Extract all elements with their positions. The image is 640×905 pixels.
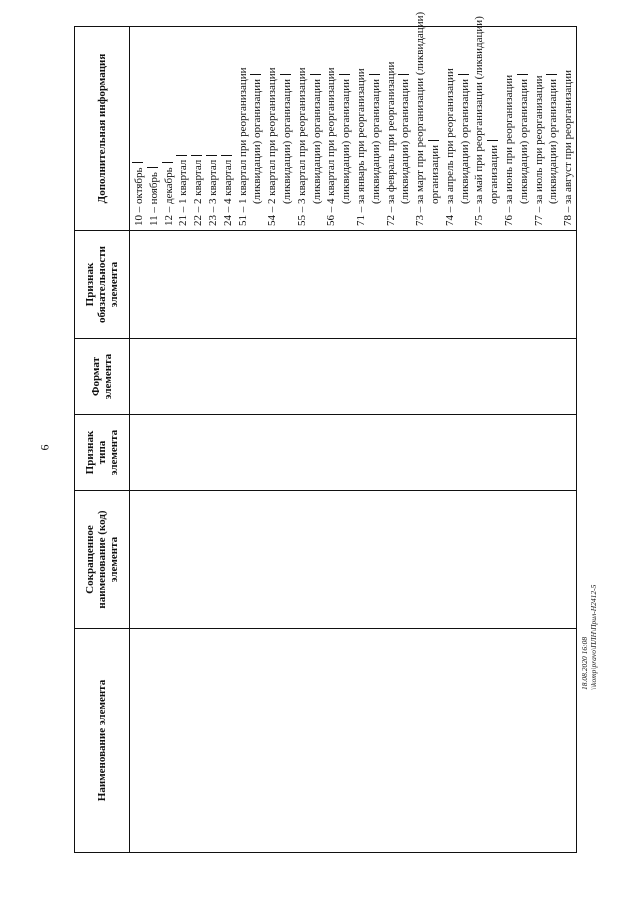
- info-entry: [502, 27, 517, 228]
- info-entry-text: 74 – за апрель при реорганизации: [443, 68, 456, 226]
- info-entry-text: 23 – 3 квартал: [206, 159, 219, 226]
- info-entry: [176, 27, 191, 228]
- info-entry: [369, 27, 384, 228]
- vertical-mark: [162, 162, 173, 163]
- vertical-mark: [221, 155, 232, 156]
- info-entry-text: (ликвидации) организации: [517, 78, 530, 204]
- vertical-mark: [339, 74, 350, 75]
- info-entry: [443, 27, 458, 228]
- cell-element-required: [130, 231, 577, 339]
- info-entry-text: 22 – 2 квартал: [192, 159, 205, 226]
- header-additional-info: Дополнительная информация: [75, 27, 130, 231]
- header-element-name: Наименование элемента: [75, 629, 130, 853]
- cell-element-name: [130, 629, 577, 853]
- info-entry: [532, 27, 547, 228]
- table-header-row: [75, 27, 130, 853]
- info-entry-text: (ликвидации) организации: [340, 78, 353, 204]
- info-entry-text: 73 – за март при реорганизации (ликвидации): [414, 11, 427, 226]
- footer-datetime: 18.08.2020 16:08: [580, 636, 589, 690]
- info-entry: [487, 27, 502, 228]
- rotated-table-wrapper: [74, 11, 575, 853]
- info-entry-text: (ликвидации) организации: [310, 78, 323, 204]
- info-entry-text: 10 – октябрь: [133, 167, 145, 226]
- info-entry-text: 71 – за январь при реорганизации: [354, 68, 367, 226]
- info-entry-text: 56 – 4 квартал при реорганизации: [325, 67, 338, 226]
- info-entry: [236, 27, 251, 228]
- info-entry: [546, 27, 561, 228]
- vertical-mark: [546, 74, 557, 75]
- header-element-required: Признак обязательности элемента: [75, 231, 130, 339]
- vertical-mark: [147, 167, 158, 168]
- info-entry: [310, 27, 325, 228]
- info-entry-text: 75 – за май при реорганизации (ликвидации): [473, 16, 486, 226]
- info-entry: [458, 27, 473, 228]
- cell-element-code: [130, 491, 577, 629]
- info-entry: [354, 27, 369, 228]
- vertical-mark: [487, 140, 498, 141]
- table-row: [130, 27, 577, 853]
- cell-element-type: [130, 415, 577, 491]
- info-entry-text: организации: [428, 144, 441, 204]
- vertical-mark: [132, 162, 143, 163]
- info-entry-text: 21 – 1 квартал: [177, 159, 190, 226]
- info-entry: [132, 27, 147, 228]
- info-entry: [398, 27, 413, 228]
- info-entry: [295, 27, 310, 228]
- info-entry-text: (ликвидации) организации: [251, 78, 264, 204]
- vertical-mark: [310, 74, 321, 75]
- vertical-mark: [458, 74, 469, 75]
- cell-element-format: [130, 339, 577, 415]
- vertical-mark: [517, 74, 528, 75]
- info-entry-text: (ликвидации) организации: [458, 78, 471, 204]
- info-entry: [517, 27, 532, 228]
- info-entry-text: (ликвидации) организации: [399, 78, 412, 204]
- info-entry-text: (ликвидации) организации: [369, 78, 382, 204]
- info-entry-text: 51 – 1 квартал при реорганизации: [236, 67, 249, 226]
- info-entry-text: 12 – декабрь: [162, 167, 175, 226]
- footer-filepath: \\komp\pravo\ПЛН\Прил-Н2412-5: [589, 584, 598, 690]
- vertical-mark: [250, 74, 261, 75]
- vertical-mark: [191, 155, 202, 156]
- header-element-format: Формат элемента: [75, 339, 130, 415]
- info-entry: [428, 27, 443, 228]
- info-entry-text: 11 – ноябрь: [147, 172, 160, 226]
- info-entry: [413, 11, 428, 228]
- vertical-mark: [398, 74, 409, 75]
- vertical-mark: [280, 74, 291, 75]
- info-entry-text: 78 – за август при реорганизации: [562, 70, 575, 226]
- page-number: 6: [37, 444, 52, 451]
- info-entry-text: 76 – за июнь при реорганизации: [502, 74, 515, 226]
- info-entry: [472, 16, 487, 228]
- info-list: [132, 11, 576, 228]
- info-entry-text: (ликвидации) организации: [547, 78, 560, 204]
- vertical-mark: [176, 155, 187, 156]
- info-entry-text: 55 – 3 квартал при реорганизации: [295, 67, 308, 226]
- info-entry-text: 54 – 2 квартал при реорганизации: [266, 67, 279, 226]
- info-entry: [250, 27, 265, 228]
- elements-table: [74, 11, 577, 853]
- info-entry: [265, 27, 280, 228]
- info-entry: [162, 27, 177, 228]
- header-element-type: Признак типа элемента: [75, 415, 130, 491]
- cell-additional-info: [130, 11, 577, 231]
- info-entry: [280, 27, 295, 228]
- info-entry: [384, 27, 399, 228]
- info-entry-text: 72 – за февраль при реорганизации: [384, 61, 397, 226]
- info-entry-text: 77 – за июль при реорганизации: [532, 75, 545, 226]
- header-element-code: Сокращенное наименование (код) элемента: [75, 491, 130, 629]
- vertical-mark: [428, 140, 439, 141]
- info-entry-text: 24 – 4 квартал: [221, 159, 234, 226]
- footer-stamp: [580, 585, 598, 690]
- info-entry: [339, 27, 354, 228]
- info-entry: [147, 27, 162, 228]
- info-entry-text: организации: [488, 144, 501, 204]
- info-entry: [191, 27, 206, 228]
- info-entry: [206, 27, 221, 228]
- info-entry: [324, 27, 339, 228]
- vertical-mark: [369, 74, 380, 75]
- vertical-mark: [206, 155, 217, 156]
- info-entry: [221, 27, 236, 228]
- info-entry: [561, 27, 576, 228]
- info-entry-text: (ликвидации) организации: [280, 78, 293, 204]
